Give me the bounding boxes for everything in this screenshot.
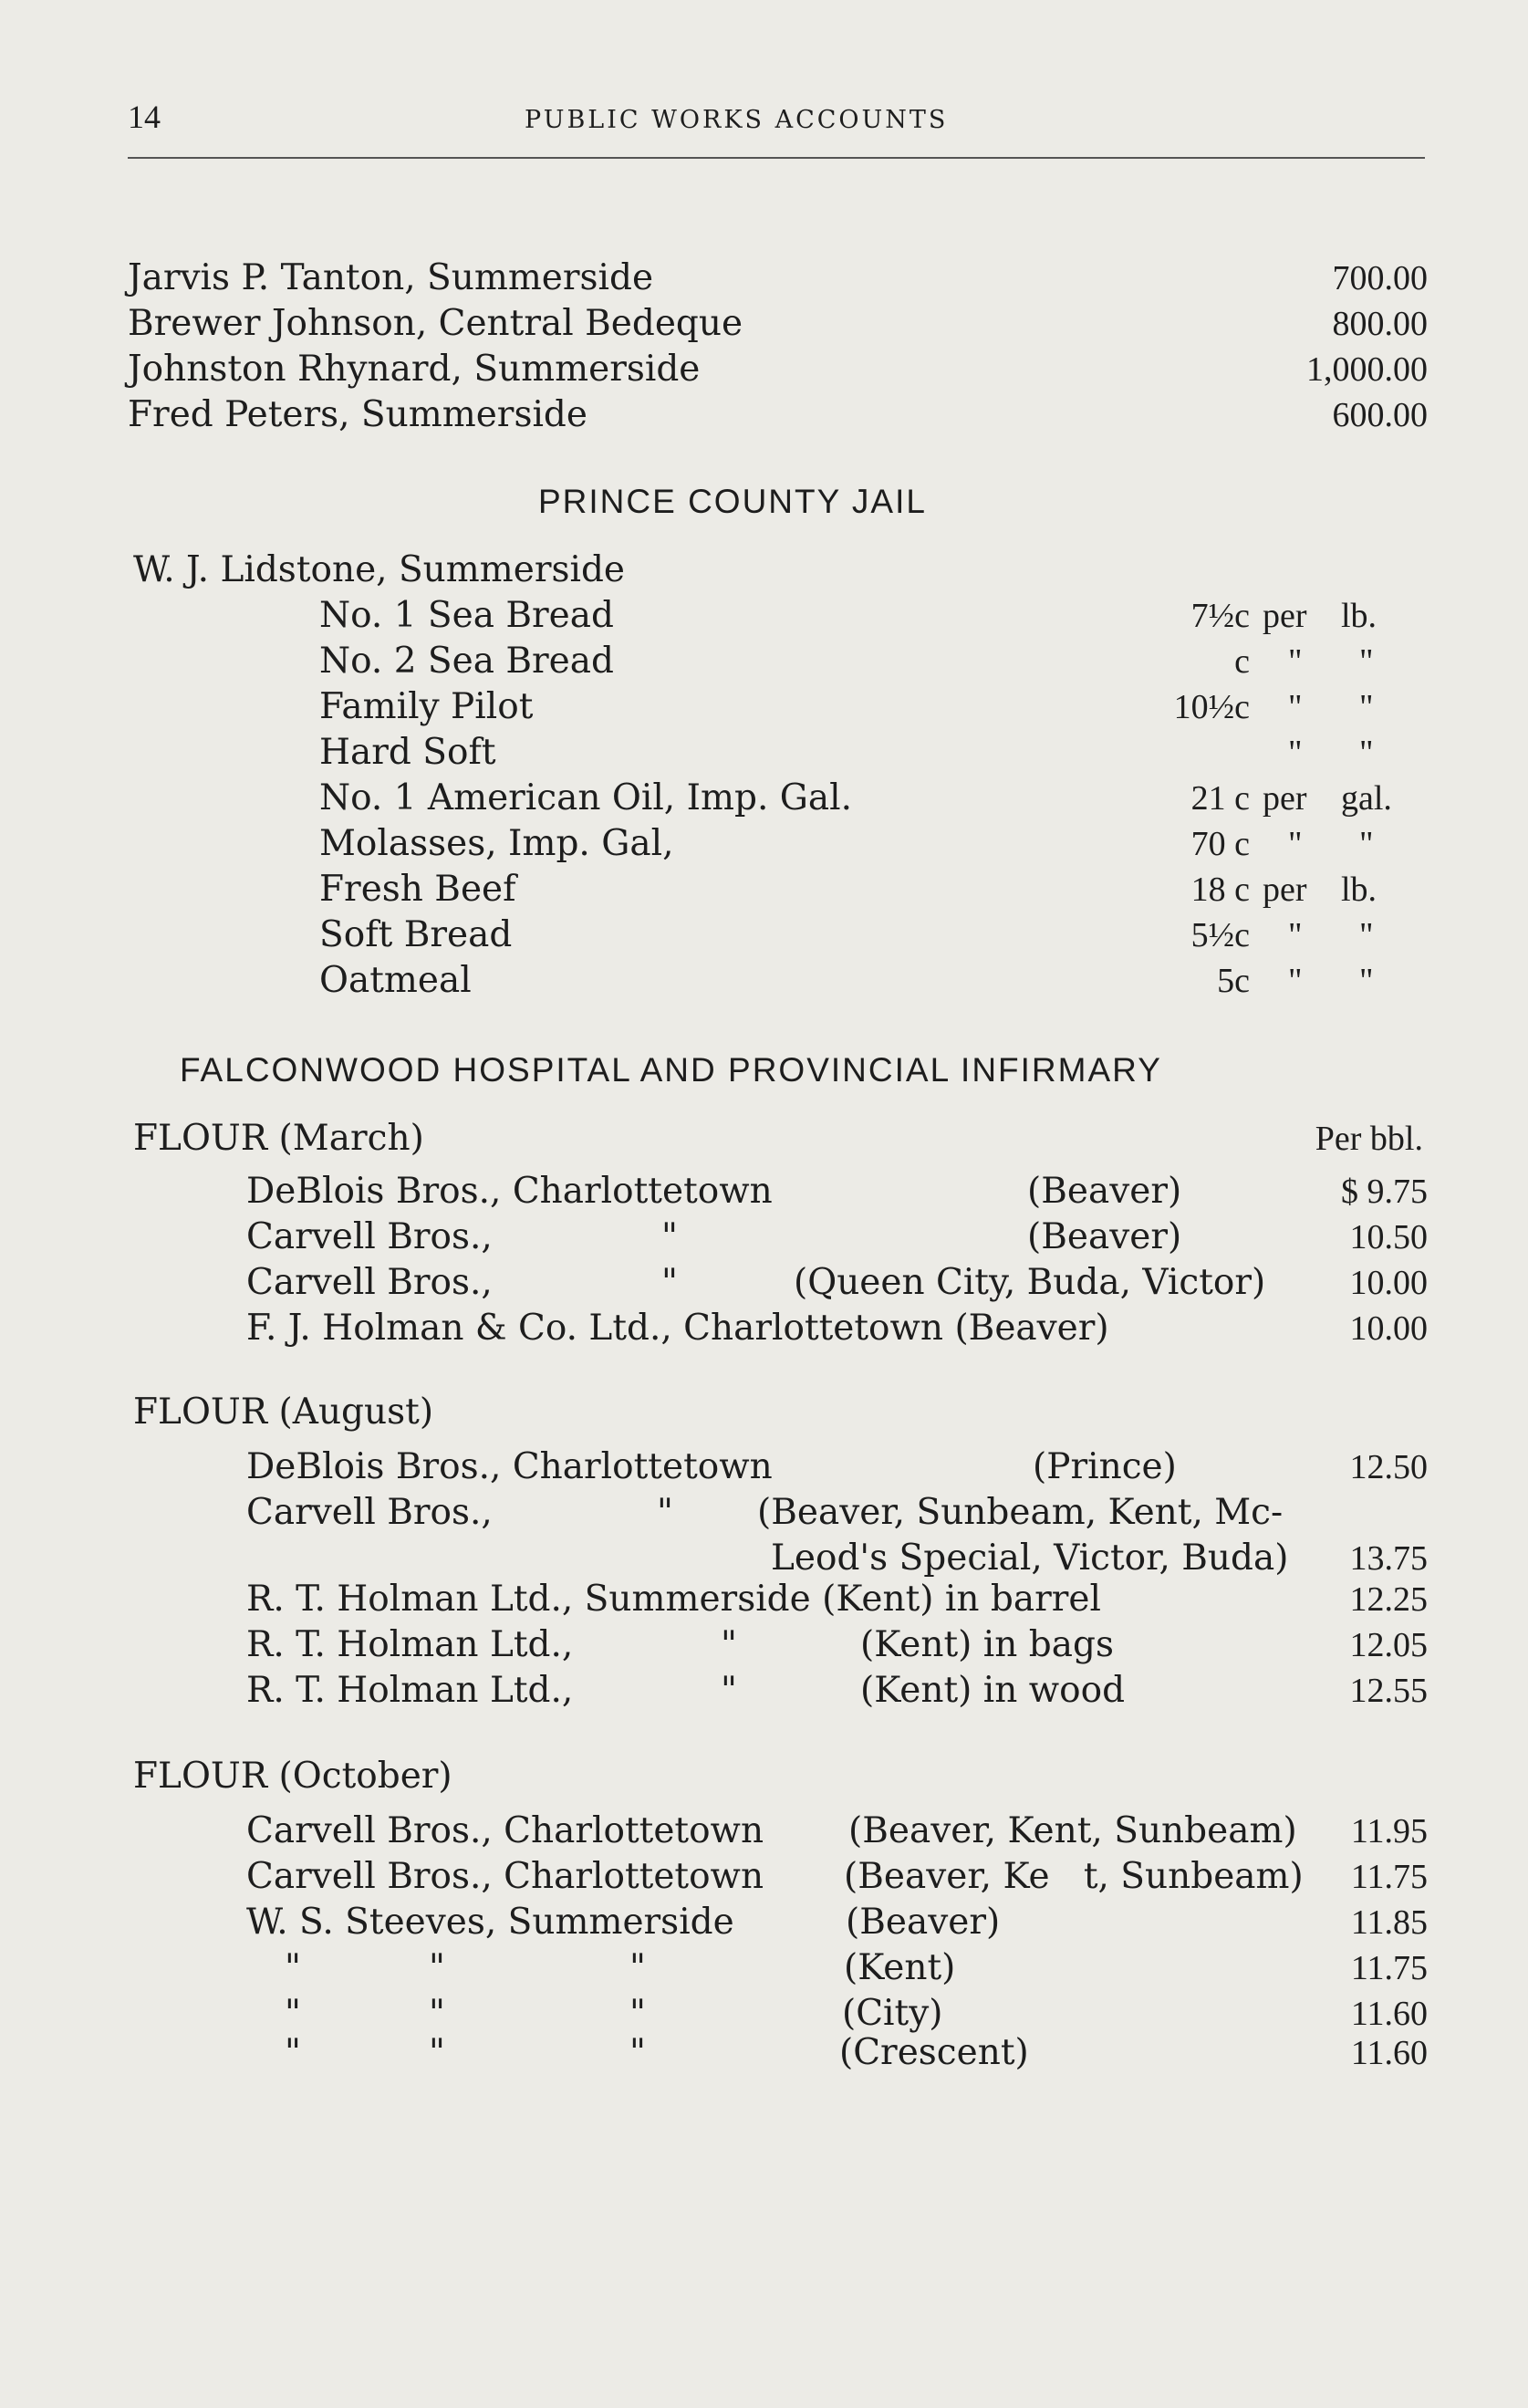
flour-row-price: $ 9.75	[1341, 1173, 1428, 1211]
jail-item-unit-a: "	[1288, 688, 1303, 726]
flour-row-price: 12.50	[1349, 1448, 1428, 1486]
list-item-name: Brewer Johnson, Central Bedeque	[128, 303, 743, 344]
section-heading-hospital: FALCONWOOD HOSPITAL AND PROVINCIAL INFIRMARY	[180, 1051, 1162, 1089]
flour-row-supplier: DeBlois Bros., Charlottetown	[246, 1446, 773, 1487]
list-item-name: Jarvis P. Tanton, Summerside	[128, 257, 654, 298]
flour-row-ditto: "	[661, 1216, 678, 1257]
jail-item-price: 70 c	[1190, 825, 1250, 863]
jail-item-price: 7½c	[1190, 597, 1250, 635]
flour-row-ditto: "	[429, 1993, 445, 2034]
flour-row-supplier: Carvell Bros.,	[246, 1262, 493, 1303]
jail-item: Hard Soft	[319, 732, 496, 773]
list-item-name: Johnston Rhynard, Summerside	[128, 349, 701, 390]
flour-row-brand: (Crescent)	[839, 2032, 1029, 2073]
jail-item: Fresh Beef	[319, 869, 516, 910]
flour-row-price: 13.75	[1349, 1539, 1428, 1578]
jail-item: No. 1 Sea Bread	[319, 595, 614, 636]
flour-row-price: 11.60	[1350, 1995, 1428, 2033]
flour-row-price: 11.75	[1350, 1949, 1428, 1987]
jail-item-unit-a: per	[1263, 779, 1307, 818]
flour-row-ditto: "	[285, 1947, 301, 1988]
jail-item-unit-b: "	[1359, 962, 1374, 1000]
jail-item-price: 21 c	[1190, 779, 1250, 818]
flour-row-brand: (Kent) in wood	[860, 1670, 1126, 1711]
flour-row-brand: (Beaver)	[1027, 1171, 1182, 1212]
jail-item-unit-b: gal.	[1341, 779, 1392, 818]
flour-row-ditto: "	[429, 2032, 445, 2073]
flour-row-price: 12.55	[1349, 1672, 1428, 1710]
jail-item-unit-b: "	[1359, 825, 1374, 863]
running-title: PUBLIC WORKS ACCOUNTS	[525, 106, 949, 134]
flour-row-supplier: R. T. Holman Ltd.,	[246, 1624, 574, 1665]
jail-item-unit-b: lb.	[1341, 870, 1377, 909]
header-rule	[128, 157, 1425, 159]
jail-item: Oatmeal	[319, 960, 472, 1001]
jail-item-unit-b: lb.	[1341, 597, 1377, 635]
jail-item-unit-b: "	[1359, 916, 1374, 954]
flour-row-brand: (Kent) in bags	[860, 1624, 1114, 1665]
flour-row-supplier: R. T. Holman Ltd., Summerside (Kent) in barrel	[246, 1579, 1101, 1620]
jail-item: Soft Bread	[319, 914, 513, 955]
flour-row-price: 11.75	[1350, 1858, 1428, 1896]
flour-row-price: 12.05	[1349, 1626, 1428, 1664]
flour-row-brand: (Beaver, Ke t, Sunbeam)	[844, 1856, 1304, 1897]
section-heading-jail: PRINCE COUNTY JAIL	[538, 483, 927, 520]
flour-october-label: FLOUR (October)	[133, 1756, 452, 1797]
flour-row-brand: (Beaver)	[846, 1902, 1001, 1943]
flour-row-ditto: "	[721, 1670, 737, 1711]
flour-row-supplier: F. J. Holman & Co. Ltd., Charlottetown (Beaver)	[246, 1308, 1109, 1349]
jail-item-unit-a: "	[1288, 916, 1303, 954]
flour-row-ditto: "	[429, 1947, 445, 1988]
jail-supplier: W. J. Lidstone, Summerside	[133, 549, 626, 590]
jail-item-price: 10½c	[1173, 688, 1250, 726]
flour-row-brand-continued: Leod's Special, Victor, Buda)	[771, 1538, 1289, 1579]
flour-row-price: 10.00	[1349, 1264, 1428, 1302]
flour-row-brand: (Beaver, Kent, Sunbeam)	[848, 1810, 1297, 1851]
jail-item-unit-a: "	[1288, 825, 1303, 863]
flour-august-label: FLOUR (August)	[133, 1392, 434, 1433]
flour-row-price: 11.95	[1350, 1812, 1428, 1850]
jail-item: No. 2 Sea Bread	[319, 641, 614, 682]
list-item-amount: 700.00	[1332, 259, 1428, 297]
flour-row-ditto: "	[629, 1947, 646, 1988]
flour-row-ditto: "	[661, 1262, 678, 1303]
jail-item-unit-b: "	[1359, 688, 1374, 726]
jail-item: Family Pilot	[319, 686, 534, 727]
jail-item-unit-a: "	[1288, 962, 1303, 1000]
list-item-amount: 1,000.00	[1306, 350, 1428, 389]
flour-row-price: 10.50	[1349, 1218, 1428, 1256]
flour-row-supplier: DeBlois Bros., Charlottetown	[246, 1171, 773, 1212]
flour-row-ditto: "	[629, 2032, 646, 2073]
flour-row-brand: (Beaver, Sunbeam, Kent, Mc-	[757, 1492, 1284, 1533]
flour-march-label: FLOUR (March)	[133, 1118, 424, 1159]
flour-unit-label: Per bbl.	[1315, 1120, 1423, 1158]
jail-item-price: 5½c	[1190, 916, 1250, 954]
jail-item-unit-b: "	[1359, 642, 1374, 681]
flour-row-supplier: R. T. Holman Ltd.,	[246, 1670, 574, 1711]
flour-row-price: 10.00	[1349, 1309, 1428, 1348]
flour-row-price: 11.85	[1350, 1903, 1428, 1942]
flour-row-ditto: "	[657, 1492, 673, 1533]
flour-row-ditto: "	[285, 2032, 301, 2073]
flour-row-brand: (Kent)	[844, 1947, 956, 1988]
flour-row-supplier: Carvell Bros.,	[246, 1492, 493, 1533]
list-item-name: Fred Peters, Summerside	[128, 394, 587, 435]
flour-row-price: 11.60	[1350, 2034, 1428, 2072]
jail-item-unit-a: per	[1263, 870, 1307, 909]
page-number: 14	[128, 99, 161, 135]
flour-row-supplier: W. S. Steeves, Summerside	[246, 1902, 734, 1943]
flour-row-ditto: "	[629, 1993, 646, 2034]
jail-item-unit-a: "	[1288, 734, 1303, 772]
jail-item-price: 5c	[1217, 962, 1250, 1000]
jail-item-price: c	[1234, 642, 1250, 681]
flour-row-supplier: Carvell Bros.,	[246, 1216, 493, 1257]
list-item-amount: 600.00	[1332, 396, 1428, 434]
jail-item-price: 18 c	[1190, 870, 1250, 909]
flour-row-supplier: Carvell Bros., Charlottetown	[246, 1856, 764, 1897]
jail-item: Molasses, Imp. Gal,	[319, 823, 674, 864]
flour-row-brand: (Beaver)	[1027, 1216, 1182, 1257]
jail-item-unit-a: "	[1288, 642, 1303, 681]
jail-item-unit-b: "	[1359, 734, 1374, 772]
flour-row-brand: (City)	[842, 1993, 943, 2034]
flour-row-price: 12.25	[1349, 1580, 1428, 1619]
jail-item-unit-a: per	[1263, 597, 1307, 635]
flour-row-ditto: "	[285, 1993, 301, 2034]
flour-row-brand: (Queen City, Buda, Victor)	[794, 1262, 1266, 1303]
flour-row-ditto: "	[721, 1624, 737, 1665]
list-item-amount: 800.00	[1332, 305, 1428, 343]
flour-row-supplier: Carvell Bros., Charlottetown	[246, 1810, 764, 1851]
flour-row-brand: (Prince)	[1033, 1446, 1177, 1487]
jail-item: No. 1 American Oil, Imp. Gal.	[319, 777, 853, 818]
